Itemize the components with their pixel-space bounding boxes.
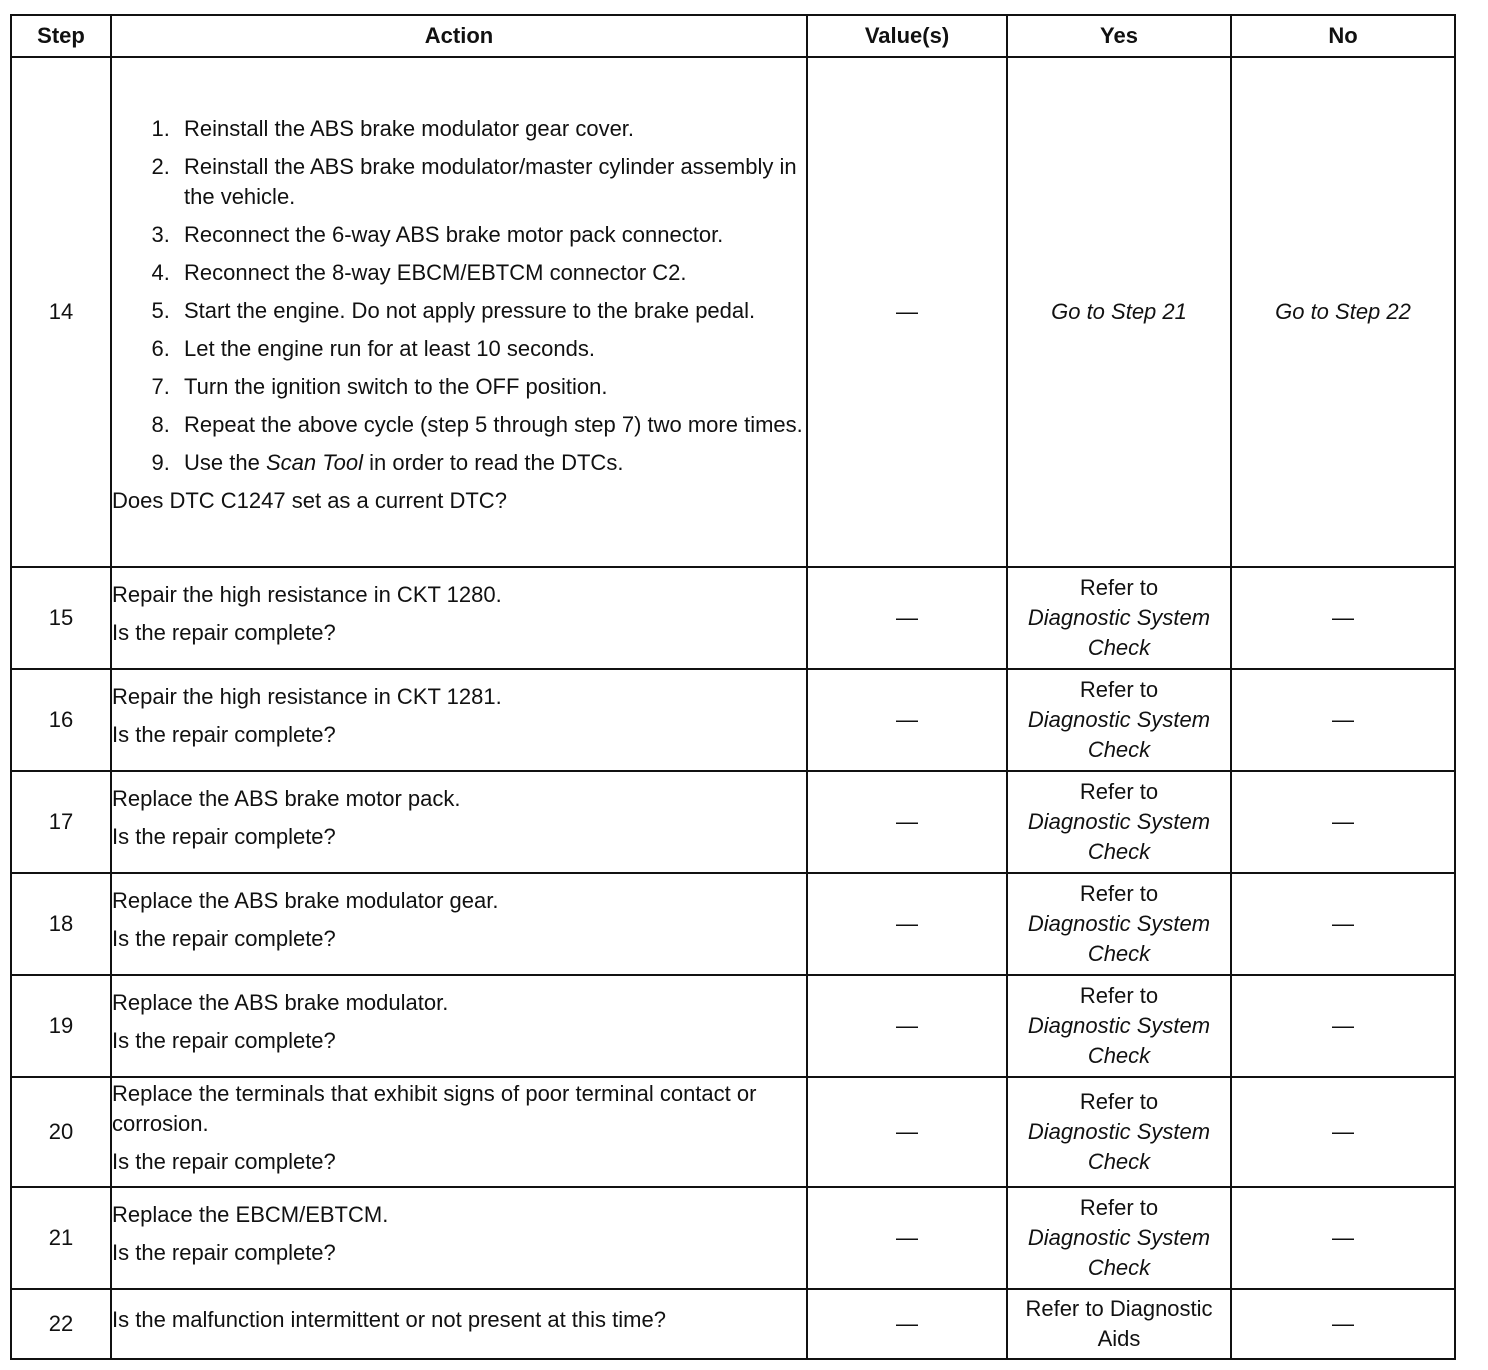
action-cell (111, 873, 807, 975)
diagnostic-table (10, 14, 1456, 1360)
step-number: 16 (11, 669, 111, 771)
step-number: 19 (11, 975, 111, 1077)
procedure-item: 6. Let the engine run for at least 10 seconds. (176, 334, 806, 364)
value-cell: — (807, 1077, 1007, 1187)
step-number: 21 (11, 1187, 111, 1289)
yes-cell (1007, 669, 1231, 771)
action-text: Replace the EBCM/EBTCM. (112, 1202, 389, 1227)
step-number: 22 (11, 1289, 111, 1359)
table-row-step-20 (11, 1077, 1455, 1187)
action-text: Repair the high resistance in CKT 1280. (112, 582, 502, 607)
value-cell: — (807, 975, 1007, 1077)
action-cell (111, 1289, 807, 1359)
procedure-list (112, 114, 806, 478)
action-text: Replace the ABS brake motor pack. (112, 786, 461, 811)
header-action: Action (111, 15, 807, 57)
procedure-item: 5. Start the engine. Do not apply pressure to the brake pedal. (176, 296, 806, 326)
header-no: No (1231, 15, 1455, 57)
yes-cell: Refer to Diagnostic Aids (1007, 1289, 1231, 1359)
diagnostic-system-check-link: Diagnostic System Check (1027, 1225, 1211, 1280)
step-number: 20 (11, 1077, 111, 1187)
yes-cell (1007, 873, 1231, 975)
question-text: Is the repair complete? (112, 926, 336, 951)
no-cell: — (1231, 1187, 1455, 1289)
no-cell: — (1231, 567, 1455, 669)
diagnostic-system-check-link: Diagnostic System Check (1027, 1119, 1211, 1174)
diagnostic-system-check-link: Diagnostic System Check (1027, 707, 1211, 762)
table-row-step-17 (11, 771, 1455, 873)
procedure-item: 2. Reinstall the ABS brake modulator/master cylinder assembly in the vehicle. (176, 152, 806, 212)
step-number: 17 (11, 771, 111, 873)
question-text: Is the repair complete? (112, 620, 336, 645)
diagnostic-system-check-link: Diagnostic System Check (1027, 605, 1211, 660)
table-row-step-15 (11, 567, 1455, 669)
header-row (11, 15, 1455, 57)
refer-to-text: Refer to (1079, 779, 1159, 804)
question-text: Is the repair complete? (112, 1028, 336, 1053)
action-cell (111, 1187, 807, 1289)
action-text: Repair the high resistance in CKT 1281. (112, 684, 502, 709)
action-cell (111, 57, 807, 567)
procedure-item-suffix: in order to read the DTCs. (362, 450, 624, 475)
question-text: Is the malfunction intermittent or not present at this time? (112, 1307, 666, 1332)
no-cell: — (1231, 975, 1455, 1077)
value-cell: — (807, 771, 1007, 873)
yes-cell (1007, 1077, 1231, 1187)
procedure-item: 1. Reinstall the ABS brake modulator gear cover. (176, 114, 806, 144)
action-text: Replace the ABS brake modulator gear. (112, 888, 499, 913)
value-cell: — (807, 1187, 1007, 1289)
value-cell: — (807, 57, 1007, 567)
header-yes: Yes (1007, 15, 1231, 57)
table-row-step-18 (11, 873, 1455, 975)
value-cell: — (807, 567, 1007, 669)
refer-to-text: Refer to (1079, 1195, 1159, 1220)
refer-to-text: Refer to (1079, 983, 1159, 1008)
action-cell (111, 771, 807, 873)
refer-to-text: Refer to (1079, 677, 1159, 702)
value-cell: — (807, 873, 1007, 975)
no-cell: — (1231, 771, 1455, 873)
action-cell (111, 669, 807, 771)
header-step: Step (11, 15, 111, 57)
diagnostic-system-check-link: Diagnostic System Check (1027, 1013, 1211, 1068)
step-number: 18 (11, 873, 111, 975)
yes-cell (1007, 771, 1231, 873)
no-cell: — (1231, 1289, 1455, 1359)
header-values: Value(s) (807, 15, 1007, 57)
refer-to-text: Refer to (1079, 575, 1159, 600)
step-number: 15 (11, 567, 111, 669)
question-text: Is the repair complete? (112, 824, 336, 849)
question-text: Is the repair complete? (112, 722, 336, 747)
no-cell: — (1231, 669, 1455, 771)
action-text: Replace the terminals that exhibit signs of poor terminal contact or corrosion. (112, 1081, 757, 1136)
value-cell: — (807, 669, 1007, 771)
diagnostic-system-check-link: Diagnostic System Check (1027, 809, 1211, 864)
question-text: Does DTC C1247 set as a current DTC? (112, 488, 507, 513)
yes-cell (1007, 1187, 1231, 1289)
no-cell: Go to Step 22 (1231, 57, 1455, 567)
refer-to-text: Refer to (1079, 881, 1159, 906)
table-row-step-16 (11, 669, 1455, 771)
procedure-item-prefix: Use the (184, 450, 266, 475)
no-cell: — (1231, 1077, 1455, 1187)
yes-cell: Go to Step 21 (1007, 57, 1231, 567)
procedure-item: 3. Reconnect the 6-way ABS brake motor pack connector. (176, 220, 806, 250)
value-cell: — (807, 1289, 1007, 1359)
scan-tool-term: Scan Tool (265, 450, 363, 475)
diagnostic-system-check-link: Diagnostic System Check (1027, 911, 1211, 966)
action-cell (111, 975, 807, 1077)
table-row-step-14 (11, 57, 1455, 567)
procedure-item: 8. Repeat the above cycle (step 5 through step 7) two more times. (176, 410, 806, 440)
no-cell: — (1231, 873, 1455, 975)
table-row-step-22 (11, 1289, 1455, 1359)
yes-cell (1007, 567, 1231, 669)
procedure-item (176, 448, 806, 478)
step-number: 14 (11, 57, 111, 567)
yes-cell (1007, 975, 1231, 1077)
action-cell (111, 567, 807, 669)
question-text: Is the repair complete? (112, 1149, 336, 1174)
refer-to-text: Refer to (1079, 1089, 1159, 1114)
question-text: Is the repair complete? (112, 1240, 336, 1265)
action-cell (111, 1077, 807, 1187)
table-row-step-21 (11, 1187, 1455, 1289)
action-text: Replace the ABS brake modulator. (112, 990, 449, 1015)
procedure-item: 7. Turn the ignition switch to the OFF position. (176, 372, 806, 402)
procedure-item: 4. Reconnect the 8-way EBCM/EBTCM connector C2. (176, 258, 806, 288)
table-row-step-19 (11, 975, 1455, 1077)
